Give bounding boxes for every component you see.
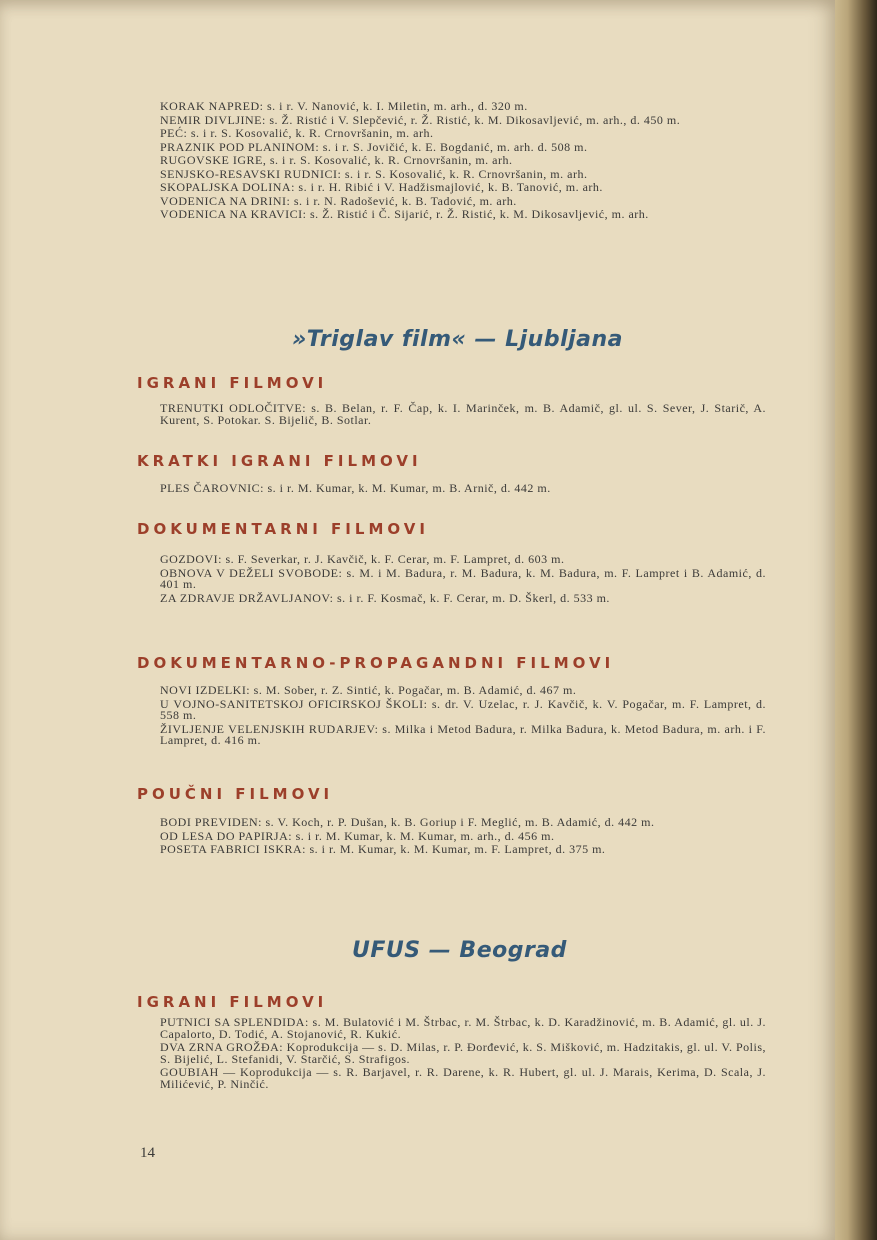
film-title: RUGOVSKE IGRE, [160,153,267,167]
film-title: VODENICA NA DRINI: [160,193,291,208]
film-entry [160,166,766,181]
section-entries [160,817,766,858]
film-title: PLES ČAROVNIC: [160,481,265,495]
film-title: PRAZNIK POD PLANINOM: [160,139,320,154]
film-credits: s. i r. M. Kumar, k. M. Kumar, m. arh., d. 456 m. [295,828,555,843]
film-credits: s. i r. N. Radošević, k. B. Tadović, m. arh. [293,193,517,208]
film-credits: s. F. Severkar, r. J. Kavčič, k. F. Cerar, m. F. Lampret, d. 603 m. [225,552,565,566]
section-heading: DOKUMENTARNO-PROPAGANDNI FILMOVI [137,654,615,672]
section-heading: IGRANI FILMOVI [137,993,328,1011]
film-title: SENJSKO-RESAVSKI RUDNICI: [160,166,342,181]
film-entry [160,565,766,591]
film-title: NEMIR DIVLJINE: [160,112,266,127]
film-entry [160,685,766,697]
film-title: PEĆ: [160,126,188,140]
film-title: U VOJNO-SANITETSKOJ OFICIRSKOJ ŠKOLI: [160,696,428,711]
section-entries [160,554,766,606]
section-entries [160,685,766,749]
film-credits: s. i r. M. Kumar, k. M. Kumar, m. F. Lampret, d. 375 m. [309,842,606,856]
top-film-list [160,101,766,223]
film-entry [160,590,766,605]
film-credits: s. i r. F. Kosmač, k. F. Cerar, m. D. Škerl, d. 533 m. [337,590,610,605]
film-credits: s. V. Koch, r. P. Dušan, k. B. Goriup i F. Meglić, m. B. Adamić, d. 442 m. [265,815,655,829]
film-title: VODENICA NA KRAVICI: [160,207,307,221]
film-entry [160,554,766,566]
film-entry [160,1042,766,1065]
film-title: PUTNICI SA SPLENDIDA: [160,1015,309,1029]
film-entry [160,155,766,167]
film-credits: s. M. Sober, r. Z. Sintić, k. Pogačar, m. B. Adamić, d. 467 m. [253,683,577,697]
film-title: GOUBIAH — [160,1065,236,1079]
film-title: ZA ZDRAVJE DRŽAVLJANOV: [160,590,334,605]
book-spine-edge [835,0,877,1240]
film-title: OD LESA DO PAPIRJA: [160,828,293,843]
film-credits: s. dr. V. Uzelac, r. J. Kavčič, k. V. Pogačar, m. F. Lampret, d. 558 m. [160,696,766,722]
film-credits: s. i r. V. Nanović, k. I. Miletin, m. arh., d. 320 m. [267,99,528,113]
film-credits: s. i r. H. Ribić i V. Hadžismajlović, k. B. Tanović, m. arh. [298,180,603,194]
film-entry [160,193,766,208]
film-title: DVA ZRNA GROŽĐA: [160,1040,284,1054]
section-heading: KRATKI IGRANI FILMOVI [137,452,422,470]
film-entry [160,1067,766,1090]
film-credits: s. i r. S. Kosovalić, k. R. Crnovršanin, m. arh. [190,126,434,140]
film-credits: s. Milka i Metod Badura, r. Milka Badura, k. Metod Badura, m. arh. i F. Lampret, d. 416 m. [160,721,766,747]
film-credits: s. i r. S. Kosovalić, k. R. Crnovršanin, m. arh. [344,166,588,181]
film-credits: s. Ž. Ristić i Č. Sijarić, r. Ž. Ristić, k. M. Dikosavljević, m. arh. [309,207,649,221]
film-entry [160,817,766,829]
studio-title-ufus: UFUS — Beograd [352,938,567,963]
film-entry [160,721,766,747]
film-credits: s. Ž. Ristić i V. Slepčević, r. Ž. Ristić, k. M. Dikosavljević, m. arh., d. 450 m. [269,112,681,127]
film-title: KORAK NAPRED: [160,99,264,113]
film-credits: s. M. Bulatović i M. Štrbac, r. M. Štrbac, k. D. Karadžinović, m. B. Adamić, gl. ul. J. Capalorto, D. Todić, A. Stojanović, R. Kukić. [160,1015,767,1041]
film-credits: s. B. Belan, r. F. Čap, k. I. Marinček, m. B. Adamič, gl. ul. S. Sever, J. Starič, A. Kurent, S. Potokar. S. Bijelič, B. Sotlar. [160,401,766,427]
film-entry [160,844,766,856]
section-entries [160,483,766,497]
film-entry [160,112,766,127]
film-entry [160,696,766,722]
film-entry [160,828,766,843]
studio-title-triglav: »Triglav film« — Ljubljana [292,327,624,352]
film-credits: s. M. i M. Badura, r. M. Badura, k. M. Badura, m. F. Lampret i B. Adamić, d. 401 m. [160,565,766,591]
film-title: POSETA FABRICI ISKRA: [160,842,307,856]
film-entry [160,139,766,154]
section-heading: POUČNI FILMOVI [137,785,334,803]
film-entry [160,483,766,495]
film-credits: Koprodukcija — s. R. Barjavel, r. R. Darene, k. R. Hubert, gl. ul. J. Marais, Kerima, D. Scala, J. Milićević, P. Ninčić. [160,1065,766,1091]
film-title: NOVI IZDELKI: [160,683,251,697]
film-title: OBNOVA V DEŽELI SVOBODE: [160,565,343,580]
film-credits: s. i r. M. Kumar, k. M. Kumar, m. B. Arnič, d. 442 m. [267,481,551,495]
section-entries [160,403,766,428]
film-entry [160,209,766,221]
film-credits: s. i r. S. Jovičić, k. E. Bogdanić, m. arh. d. 508 m. [322,139,588,154]
film-title: SKOPALJSKA DOLINA: [160,180,295,194]
section-heading: IGRANI FILMOVI [137,374,328,392]
film-credits: s. i r. S. Kosovalić, k. R. Crnovršanin, m. arh. [269,153,513,167]
film-entry [160,1017,766,1040]
film-entry [160,101,766,113]
film-entry [160,403,766,426]
film-title: BODI PREVIDEN: [160,815,262,829]
film-entry [160,128,766,140]
page-number: 14 [140,1145,155,1161]
film-title: TRENUTKI ODLOČITVE: [160,401,307,415]
film-credits: Koprodukcija — s. D. Milas, r. P. Đorđević, k. S. Mišković, m. Hadzitakis, gl. ul. V. Polis, S. Bijelić, L. Stefanidi, V. Starčić, S. Strafigos. [160,1040,767,1066]
film-entry [160,182,766,194]
film-title: ŽIVLJENJE VELENJSKIH RUDARJEV: [160,721,379,736]
section-heading: DOKUMENTARNI FILMOVI [137,520,429,538]
section-entries [160,1017,766,1092]
film-title: GOZDOVI: [160,552,222,566]
